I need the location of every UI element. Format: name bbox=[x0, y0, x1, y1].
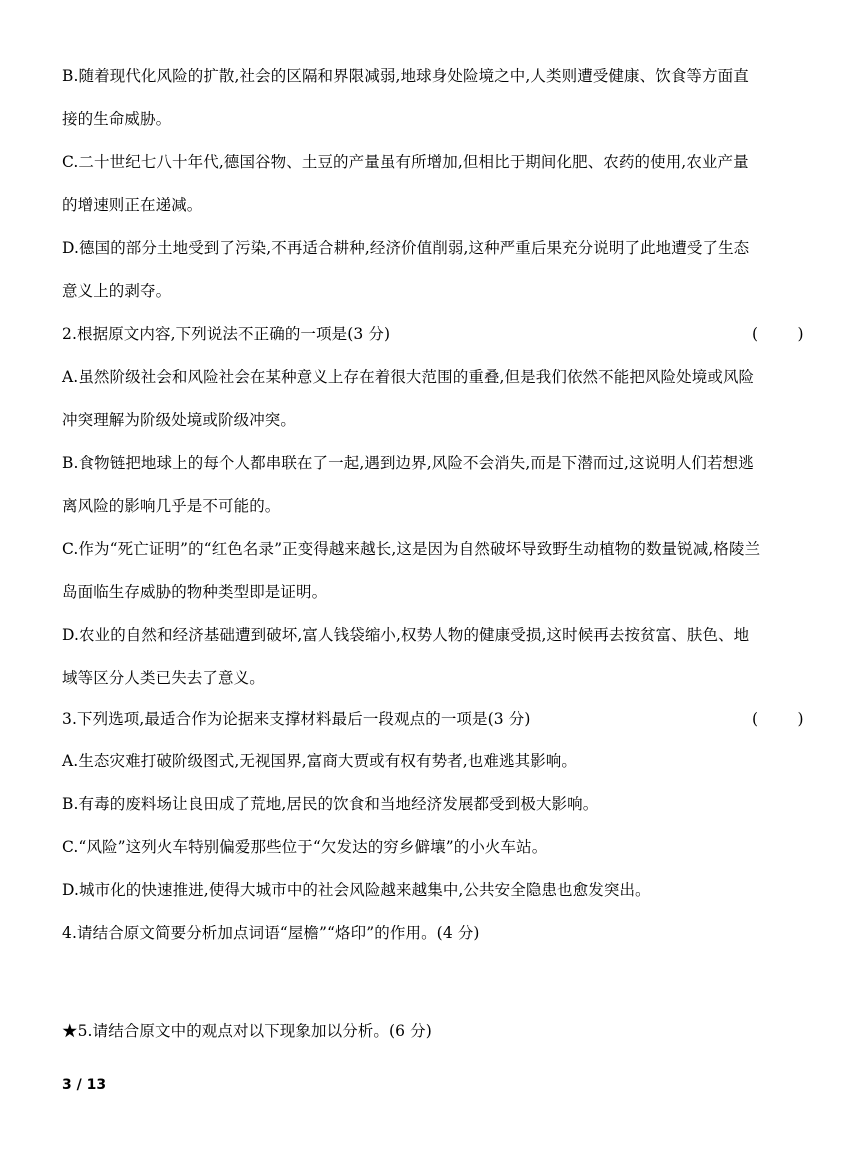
question-2-stem: 2.根据原文内容,下列说法不正确的一项是(3 分) bbox=[62, 325, 391, 343]
option-2a-line-2: 冲突理解为阶级处境或阶级冲突。 bbox=[62, 411, 297, 429]
option-3a: A.生态灾难打破阶级图式,无视国界,富商大贾或有权有势者,也难逃其影响。 bbox=[62, 752, 578, 770]
question-3-answer-bracket: ( ) bbox=[752, 710, 804, 728]
option-2b-line-1: B.食物链把地球上的每个人都串联在了一起,遇到边界,风险不会消失,而是下潜而过,这说明人们若想逃 bbox=[62, 454, 754, 472]
option-2c-line-2: 岛面临生存威胁的物种类型即是证明。 bbox=[62, 583, 328, 601]
option-3c: C.“风险”这列火车特别偏爱那些位于“欠发达的穷乡僻壤”的小火车站。 bbox=[62, 838, 548, 856]
option-2a-line-1: A.虽然阶级社会和风险社会在某种意义上存在着很大范围的重叠,但是我们依然不能把风险处境或风险 bbox=[62, 368, 755, 386]
option-1b-line-1: B.随着现代化风险的扩散,社会的区隔和界限减弱,地球身处险境之中,人类则遭受健康、饮食等方面直 bbox=[62, 67, 749, 85]
option-3b: B.有毒的废料场让良田成了荒地,居民的饮食和当地经济发展都受到极大影响。 bbox=[62, 795, 599, 813]
option-1d-line-1: D.德国的部分土地受到了污染,不再适合耕种,经济价值削弱,这种严重后果充分说明了此地遭受了生态 bbox=[62, 239, 750, 257]
question-4-stem: 4.请结合原文简要分析加点词语“屋檐”“烙印”的作用。(4 分) bbox=[62, 924, 480, 942]
option-2d-line-2: 域等区分人类已失去了意义。 bbox=[62, 669, 265, 687]
option-2c-line-1: C.作为“死亡证明”的“红色名录”正变得越来越长,这是因为自然破坏导致野生动植物的数量锐减,格陵兰 bbox=[62, 540, 761, 558]
option-1d-line-2: 意义上的剥夺。 bbox=[62, 282, 172, 300]
option-1c-line-2: 的增速则正在递减。 bbox=[62, 196, 203, 214]
option-2d-line-1: D.农业的自然和经济基础遭到破坏,富人钱袋缩小,权势人物的健康受损,这时候再去按贫富、肤色、地 bbox=[62, 626, 750, 644]
option-3d: D.城市化的快速推进,使得大城市中的社会风险越来越集中,公共安全隐患也愈发突出。 bbox=[62, 881, 651, 899]
question-2-answer-bracket: ( ) bbox=[752, 325, 804, 343]
question-5-stem: ★5.请结合原文中的观点对以下现象加以分析。(6 分) bbox=[62, 1022, 432, 1040]
option-1c-line-1: C.二十世纪七八十年代,德国谷物、土豆的产量虽有所增加,但相比于期间化肥、农药的使用,农业产量 bbox=[62, 153, 749, 171]
page-number: 3 / 13 bbox=[62, 1077, 107, 1093]
option-2b-line-2: 离风险的影响几乎是不可能的。 bbox=[62, 497, 281, 515]
option-1b-line-2: 接的生命威胁。 bbox=[62, 110, 172, 128]
question-3-stem: 3.下列选项,最适合作为论据来支撑材料最后一段观点的一项是(3 分) bbox=[62, 710, 531, 728]
